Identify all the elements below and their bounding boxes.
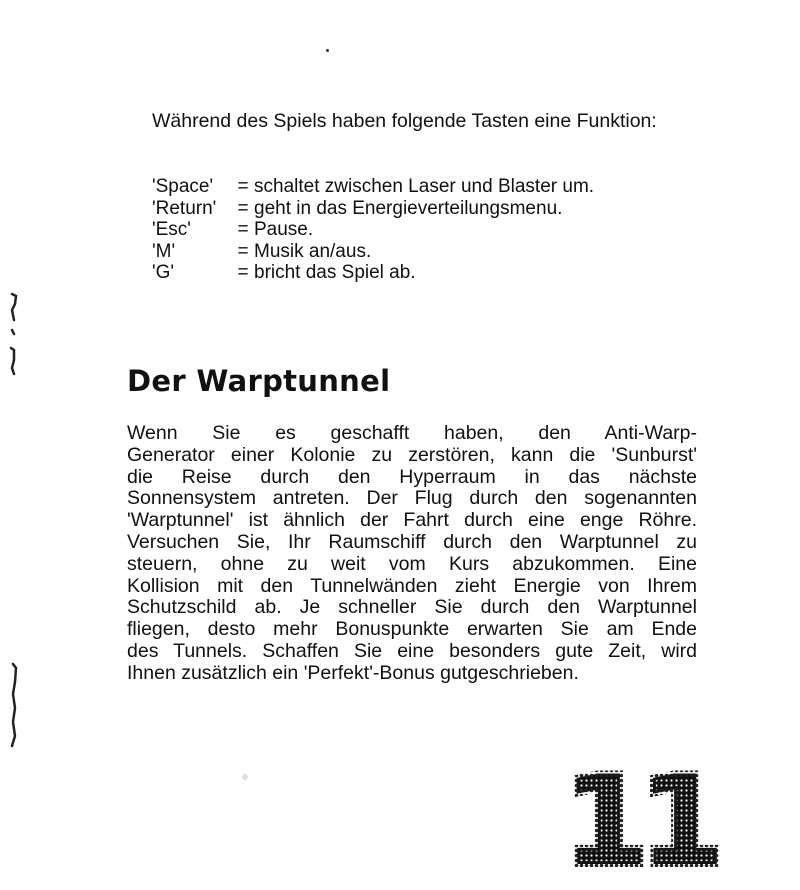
intro-paragraph: Während des Spiels haben folgende Tasten eine Funktion: [152,110,657,132]
key-row [152,198,594,220]
key-name: 'Space' [152,176,214,197]
key-row [152,176,594,198]
section-heading: Der Warptunnel [127,364,391,398]
paper-speck [242,774,248,780]
section-body [127,423,697,685]
paper-speck [326,49,329,52]
body-line: Ihnen zusätzlich ein 'Perfekt'-Bonus gutgeschrieben. [127,661,579,684]
key-separator: = [237,219,249,240]
key-separator: = [237,240,249,262]
page-number [562,750,716,890]
key-separator: = [237,262,249,283]
body-line: steuern, ohne zu weit vom Kurs abzukommen. Eine [127,552,697,575]
key-name: 'Esc' [152,219,191,240]
key-description: Pause. [254,219,314,240]
body-line: Kollision mit den Tunnelwänden zieht Energie von Ihrem [127,574,697,597]
key-list [152,176,594,284]
body-line: 'Warptunnel' ist ähnlich der Fahrt durch eine enge Röhre. [127,509,697,532]
key-name: 'G' [152,262,175,283]
key-row [152,241,594,263]
key-name: 'M' [152,240,176,262]
body-line: Sonnensystem antreten. Der Flug durch den sogenannten [127,487,697,510]
key-description: Musik an/aus. [254,240,372,262]
body-line: Schutzschild ab. Je schneller Sie durch den Warptunnel [127,596,697,619]
body-line: des Tunnels. Schaffen Sie eine besonders gute Zeit, wird [127,639,697,662]
key-description: schaltet zwischen Laser und Blaster um. [254,176,595,197]
key-row [152,262,594,284]
key-separator: = [237,176,249,197]
page-number-text: 11 [562,750,716,890]
body-line: Generator einer Kolonie zu zerstören, kann die 'Sunburst' [127,443,697,466]
binding-clip-bottom [2,660,24,752]
body-line: Versuchen Sie, Ihr Raumschiff durch den Warptunnel zu [127,530,697,553]
body-line: Wenn Sie es geschafft haben, den Anti-Warp- [127,422,697,444]
key-name: 'Return' [152,197,217,219]
key-description: bricht das Spiel ab. [254,262,416,283]
key-description: geht in das Energieverteilungsmenu. [254,197,563,219]
body-line: die Reise durch den Hyperraum in das nächste [127,465,697,488]
binding-clip-top [2,290,24,380]
key-row [152,219,594,241]
key-separator: = [237,197,249,219]
body-line: fliegen, desto mehr Bonuspunkte erwarten Sie am Ende [127,618,697,641]
